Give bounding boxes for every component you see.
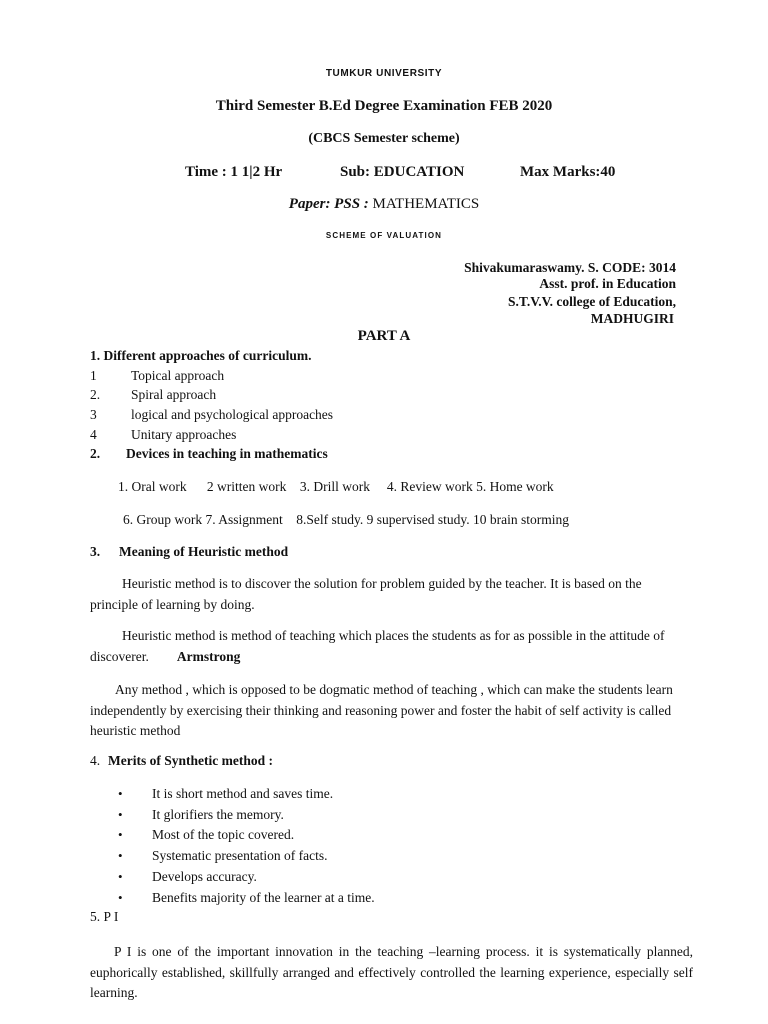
q1-title: 1. Different approaches of curriculum. [90, 348, 312, 363]
author-designation: Asst. prof. in Education [539, 276, 676, 291]
bullet-icon: • [118, 848, 123, 863]
q3-paragraph-1: Heuristic method is to discover the solution for problem guided by the teacher. It is based on the principle of learning by doing. [90, 576, 642, 612]
q4-title: Merits of Synthetic method : [108, 753, 273, 768]
bullet-icon: • [118, 807, 123, 822]
q3-title: Meaning of Heuristic method [119, 544, 289, 559]
q1-item-num: 2. [90, 387, 101, 402]
q2-number: 2. [90, 446, 101, 461]
q2-devices-line-1: 1. Oral work 2 written work 3. Drill work 4. Review work 5. Home work [118, 479, 554, 494]
q3-number: 3. [90, 544, 101, 559]
bullet-icon: • [118, 890, 123, 905]
paper-title: MATHEMATICS [368, 196, 480, 212]
exam-title: Third Semester B.Ed Degree Examination FEB 2020 [215, 98, 553, 114]
bullet-icon: • [118, 786, 123, 801]
q4-merit-item: Develops accuracy. [152, 869, 257, 884]
q4-merit-item: Benefits majority of the learner at a time. [152, 890, 375, 905]
q2-devices-line-2: 6. Group work 7. Assignment 8.Self study. 9 supervised study. 10 brain storming [123, 512, 569, 527]
bullet-icon: • [118, 869, 123, 884]
q1-item-num: 1 [90, 368, 97, 383]
q3-paragraph-2-author: Armstrong [176, 648, 241, 664]
q1-item-text: Spiral approach [131, 387, 217, 402]
author-name-code: Shivakumaraswamy. S. CODE: 3014 [464, 260, 676, 275]
exam-subject: Sub: EDUCATION [340, 164, 465, 180]
part-a-heading: PART A [357, 328, 411, 344]
author-college: S.T.V.V. college of Education, [507, 294, 676, 309]
paper-line [0, 196, 768, 213]
exam-time: Time : 1 1|2 Hr [185, 164, 283, 180]
q3-paragraph-2 [90, 626, 670, 667]
q1-item-num: 4 [90, 427, 97, 442]
q1-item-text: Topical approach [131, 368, 225, 383]
scheme-line: (CBCS Semester scheme) [308, 131, 460, 146]
paper-label: Paper: PSS : [288, 196, 369, 212]
q3-paragraph-3: Any method , which is opposed to be dogmatic method of teaching , which can make the students learn independently by exercising their thinking and reasoning power and foster the habit of self activity is called heuristic method [90, 682, 673, 738]
q2-title: Devices in teaching in mathematics [126, 446, 328, 461]
exam-max-marks: Max Marks:40 [520, 164, 616, 180]
q4-merit-item: Most of the topic covered. [152, 827, 295, 842]
valuation-heading: SCHEME OF VALUATION [325, 231, 443, 240]
q1-item-text: logical and psychological approaches [131, 407, 334, 422]
q5-paragraph-1: P I is one of the important innovation in the teaching –learning process. it is systematically planned, euphorically established, skillfully arranged and effectively controlled the learning experience, especially self learning. [90, 944, 693, 1000]
q4-merit-item: It is short method and saves time. [152, 786, 334, 801]
university-name: TUMKUR UNIVERSITY [325, 68, 443, 79]
bullet-icon: • [118, 827, 123, 842]
q4-number: 4. [90, 753, 101, 768]
q3-paragraph-2-text: Heuristic method is method of teaching which places the students as for as possible in the attitude of discoverer. [90, 628, 665, 664]
q4-merit-item: It glorifiers the memory. [152, 807, 284, 822]
q4-merit-item: Systematic presentation of facts. [152, 848, 328, 863]
q1-item-text: Unitary approaches [131, 427, 237, 442]
author-place: MADHUGIRI [590, 311, 674, 326]
q5-title: 5. P I [90, 909, 119, 924]
q1-item-num: 3 [90, 407, 97, 422]
